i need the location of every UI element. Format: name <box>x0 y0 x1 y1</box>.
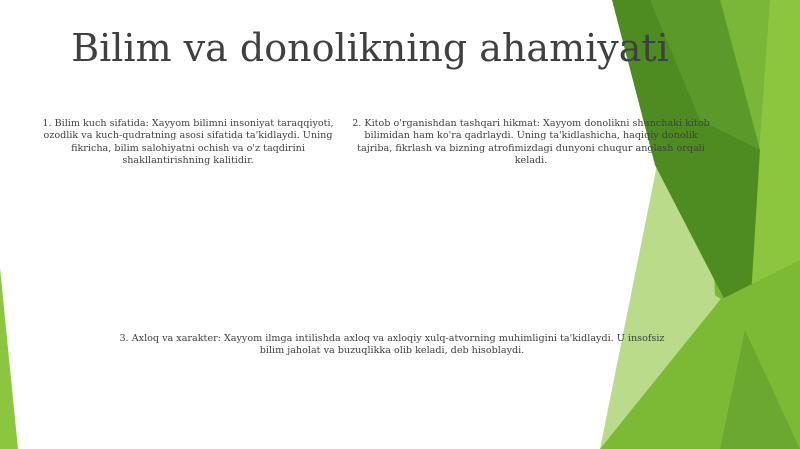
point-ethics-and-character: 3. Axloq va xarakter: Xayyom ilmga intilishda axloq va axloqiy xulq-atvorning muhimligini ta'kidlaydi. U insofsiz bilim jaholat va buzuqlikka olib keladi, deb hisoblaydi. <box>119 333 665 357</box>
left-edge-sliver <box>0 268 18 449</box>
point-wisdom-beyond-books: 2. Kitob o'rganishdan tashqari hikmat: Xayyom donolikni shunchaki kitob bilimidan ham ko'ra qadrlaydi. Uning ta'kidlashicha, haqiqiy donolik tajriba, fikrlash va bizning atrofimizdagi dunyoni chuqur anglash orqali keladi. <box>352 118 710 166</box>
slide-title: Bilim va donolikning ahamiyati <box>71 26 669 70</box>
point-knowledge-as-power: 1. Bilim kuch sifatida: Xayyom bilimni insoniyat taraqqiyoti, ozodlik va kuch-qudratning asosi sifatida ta'kidlaydi. Uning fikricha, bilim salohiyatni ochish va o'z taqdirini shakllantirishning kalitidir. <box>42 118 334 166</box>
